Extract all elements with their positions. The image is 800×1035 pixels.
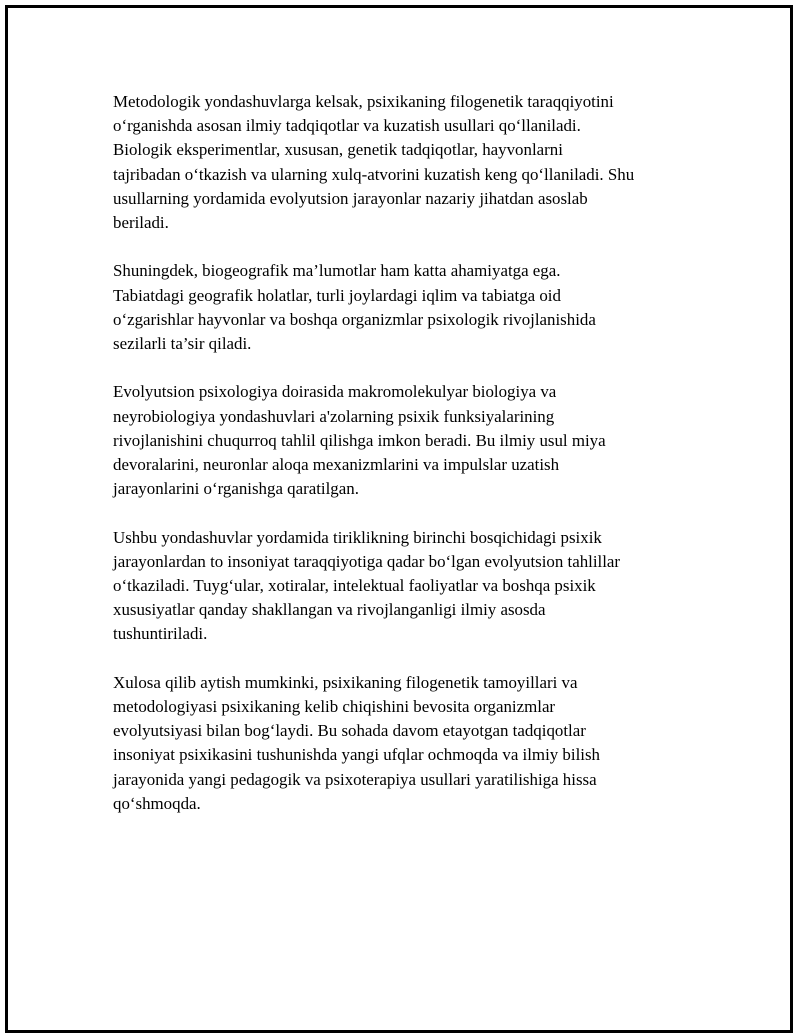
paragraph-evolutionary-psychology: Evolyutsion psixologiya doirasida makromolekulyar biologiya va neyrobiologiya yondashuvlari a'zolarning psixik funksiyalarining rivojlanishini chuqurroq tahlil qilishga imkon beradi. Bu ilmiy usul miya devoralarini, neuronlar aloqa mexanizmlarini va impulslar uzatish jarayonlarini o‘rganishga qaratilgan.: [113, 382, 606, 499]
paragraph-evolutionary-analysis: Ushbu yondashuvlar yordamida tiriklikning birinchi bosqichidagi psixik jarayonlardan to insoniyat taraqqiyotiga qadar bo‘lgan evolyutsion tahlillar o‘tkaziladi. Tuyg‘ular, xotiralar, intelektual faoliyatlar va boshqa psixik xususiyatlar qanday shakllangan va rivojlanganligi ilmiy asosda tushuntiriladi.: [113, 527, 621, 644]
document-body: [113, 90, 693, 840]
paragraph-biogeographic-data: Shuningdek, biogeografik ma’lumotlar ham katta ahamiyatga ega. Tabiatdagi geografik holatlar, turli joylardagi iqlim va tabiatga oid o‘zgarishlar hayvonlar va boshqa organizmlar psixologik rivojlanishida sezilarli ta’sir qiladi.: [113, 261, 596, 354]
paragraph-conclusion: Xulosa qilib aytish mumkinki, psixikaning filogenetik tamoyillari va metodologiyasi psixikaning kelib chiqishini bevosita organizmlar evolyutsiyasi bilan bog‘laydi. Bu sohada davom etayotgan tadqiqotlar insoniyat psixikasini tushunishda yangi ufqlar ochmoqda va ilmiy bilish jarayonida yangi pedagogik va psixoterapiya usullari yaratilishiga hissa qo‘shmoqda.: [113, 672, 600, 813]
paragraph-methodological-approaches: Metodologik yondashuvlarga kelsak, psixikaning filogenetik taraqqiyotini o‘rganishda asosan ilmiy tadqiqotlar va kuzatish usullari qo‘llaniladi. Biologik eksperimentlar, xususan, genetik tadqiqotlar, hayvonlarni tajribadan o‘tkazish va ularning xulq-atvorini kuzatish keng qo‘llaniladi. Shu usullarning yordamida evolyutsion jarayonlar nazariy jihatdan asoslab beriladi.: [113, 92, 635, 233]
